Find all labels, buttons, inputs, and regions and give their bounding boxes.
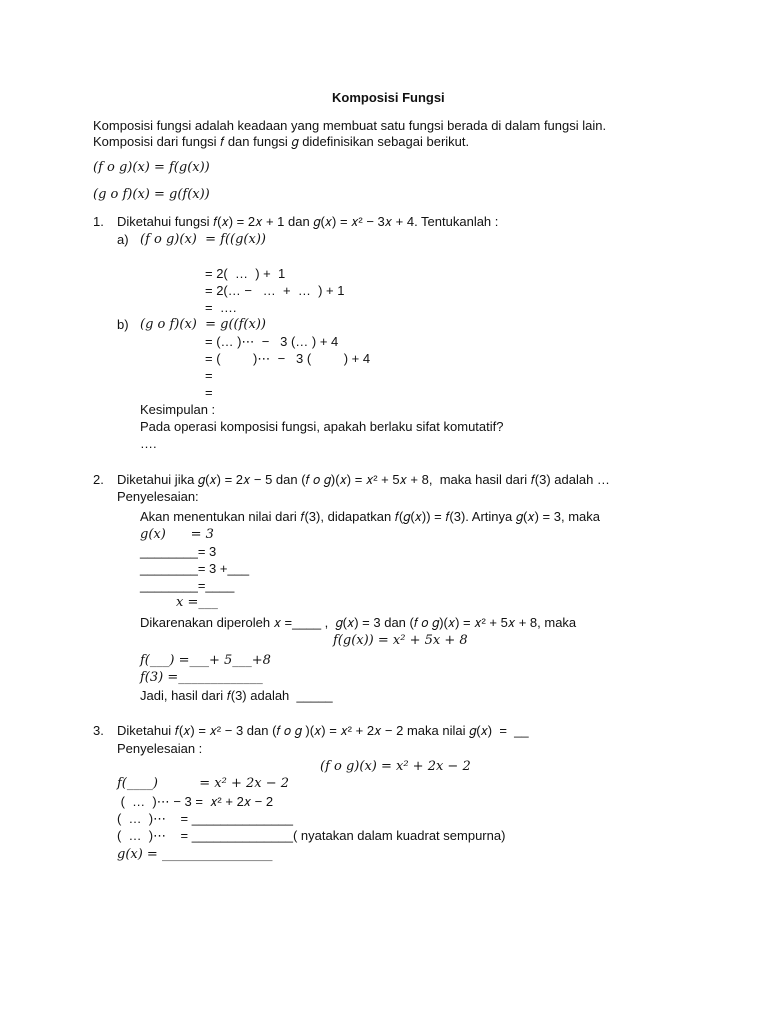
question-1a-label: a) xyxy=(117,232,129,247)
question-1a-line-4: = …. xyxy=(205,300,237,315)
question-3-line-2: ( … )⋯ − 3 = 𝑥² + 2𝑥 − 2 xyxy=(117,794,274,809)
question-1-text: Diketahui fungsi 𝑓(𝑥) = 2𝑥 + 1 dan 𝑔(𝑥) = 𝑥² − 3𝑥 + 4. Tentukanlah : xyxy=(117,214,499,229)
question-3-line-4: ( … )⋯ = ______________( nyatakan dalam kuadrat sempurna) xyxy=(117,828,506,843)
question-3-center-line: (𝑓 𝑜 𝑔)(𝑥) = 𝑥² + 2𝑥 − 2 xyxy=(320,759,471,774)
conclusion-answer: …. xyxy=(140,436,157,451)
question-1-number: 1. xyxy=(93,214,104,229)
question-1b-line-4: = xyxy=(205,368,213,383)
conclusion-question: Pada operasi komposisi fungsi, apakah berlaku sifat komutatif? xyxy=(140,419,504,434)
question-2-line-3: ________= 3 xyxy=(140,544,217,559)
question-3-number: 3. xyxy=(93,723,104,738)
question-2-text: Diketahui jika 𝑔(𝑥) = 2𝑥 − 5 dan (𝑓 𝑜 𝑔)(𝑥) = 𝑥² + 5𝑥 + 8, maka hasil dari 𝑓(3) adalah … xyxy=(117,472,610,487)
definition-fog: (𝑓 𝑜 𝑔)(𝑥) = 𝑓(𝑔(𝑥)) xyxy=(93,160,210,175)
intro-line-2: Komposisi dari fungsi 𝑓 dan fungsi 𝑔 didefinisikan sebagai berikut. xyxy=(93,134,470,149)
question-2-line-8: 𝑓(𝑔(𝑥)) = 𝑥² + 5𝑥 + 8 xyxy=(333,633,468,648)
page-title: Komposisi Fungsi xyxy=(332,90,445,105)
question-2-solution-label: Penyelesaian: xyxy=(117,489,199,504)
question-2-number: 2. xyxy=(93,472,104,487)
question-2-line-10: 𝑓(3) =_____________ xyxy=(140,670,263,685)
question-1a-line-1: (𝑓 𝑜 𝑔)(𝑥) = 𝑓((𝑔(𝑥)) xyxy=(140,232,266,247)
question-3-line-1: 𝑓(____) = 𝑥² + 2𝑥 − 2 xyxy=(117,776,290,791)
question-3-text: Diketahui 𝑓(𝑥) = 𝑥² − 3 dan (𝑓 𝑜 𝑔 )(𝑥) = 𝑥² + 2𝑥 − 2 maka nilai 𝑔(𝑥) = __ xyxy=(117,723,529,738)
question-3-line-3: ( … )⋯ = ______________ xyxy=(117,811,293,826)
question-2-line-11: Jadi, hasil dari 𝑓(3) adalah _____ xyxy=(140,688,333,703)
definition-gof: (𝑔 𝑜 𝑓)(𝑥) = 𝑔(𝑓(𝑥)) xyxy=(93,187,210,202)
question-1b-line-2: = (… )⋯ − 3 (… ) + 4 xyxy=(205,334,339,349)
question-1b-line-5: = xyxy=(205,385,213,400)
question-2-line-5: ________=____ xyxy=(140,578,235,593)
question-3-solution-label: Penyelesaian : xyxy=(117,741,203,756)
question-1b-line-3: = ( )⋯ − 3 ( ) + 4 xyxy=(205,351,371,366)
question-1a-line-3: = 2(… − … + … ) + 1 xyxy=(205,283,345,298)
question-1b-label: b) xyxy=(117,317,129,332)
question-1a-line-2: = 2( … ) + 1 xyxy=(205,266,286,281)
question-3-line-5: 𝑔(𝑥) = _________________ xyxy=(117,847,273,862)
question-2-line-1: Akan menentukan nilai dari 𝑓(3), didapatkan 𝑓(𝑔(𝑥)) = 𝑓(3). Artinya 𝑔(𝑥) = 3, maka xyxy=(140,509,600,524)
question-2-line-6: 𝑥 =___ xyxy=(176,595,218,610)
question-1b-line-1: (𝑔 𝑜 𝑓)(𝑥) = 𝑔((𝑓(𝑥)) xyxy=(140,317,266,332)
intro-line-1: Komposisi fungsi adalah keadaan yang membuat satu fungsi berada di dalam fungsi lain. xyxy=(93,118,607,133)
conclusion-label: Kesimpulan : xyxy=(140,402,216,417)
question-2-line-4: ________= 3 +___ xyxy=(140,561,250,576)
question-2-line-9: 𝑓(___) =___+ 5___+8 xyxy=(140,653,271,668)
question-2-line-7: Dikarenakan diperoleh 𝑥 =____ , 𝑔(𝑥) = 3 dan (𝑓 𝑜 𝑔)(𝑥) = 𝑥² + 5𝑥 + 8, maka xyxy=(140,615,577,630)
question-2-line-2: 𝑔(𝑥) = 3 xyxy=(140,527,214,542)
